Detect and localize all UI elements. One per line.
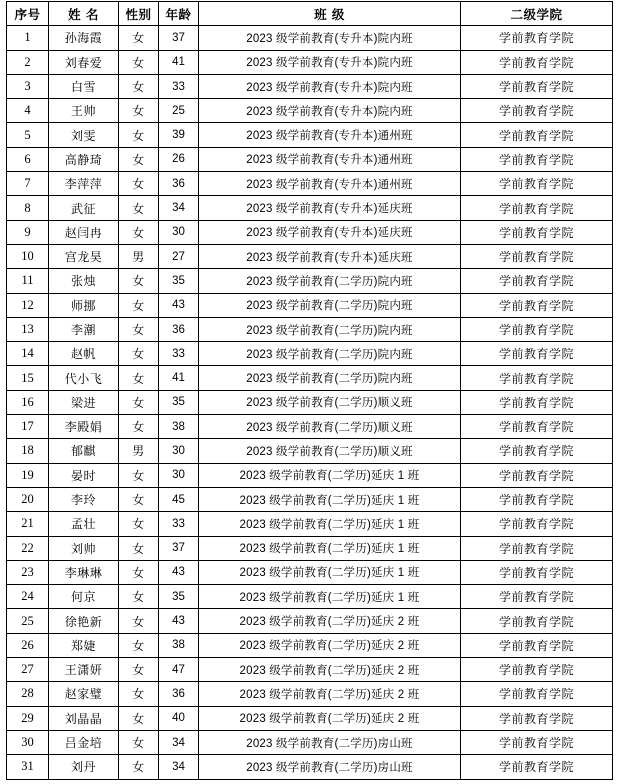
table-row bbox=[7, 26, 613, 50]
cell-college: 学前教育学院 bbox=[461, 317, 613, 341]
table-row bbox=[7, 706, 613, 730]
cell-age: 30 bbox=[159, 463, 199, 487]
cell-name: 孟壮 bbox=[49, 512, 119, 536]
cell-age: 33 bbox=[159, 74, 199, 98]
table-row bbox=[7, 317, 613, 341]
cell-college: 学前教育学院 bbox=[461, 439, 613, 463]
cell-index: 27 bbox=[7, 658, 49, 682]
cell-index: 18 bbox=[7, 439, 49, 463]
cell-class: 2023 级学前教育(二学历)房山班 bbox=[199, 755, 461, 779]
cell-class: 2023 级学前教育(二学历)延庆 2 班 bbox=[199, 682, 461, 706]
cell-name: 梁进 bbox=[49, 390, 119, 414]
table-row bbox=[7, 172, 613, 196]
cell-age: 41 bbox=[159, 50, 199, 74]
cell-college: 学前教育学院 bbox=[461, 730, 613, 754]
header-name: 姓 名 bbox=[49, 2, 119, 26]
cell-college: 学前教育学院 bbox=[461, 487, 613, 511]
cell-gender: 女 bbox=[119, 463, 159, 487]
cell-class: 2023 级学前教育(二学历)顺义班 bbox=[199, 415, 461, 439]
cell-college: 学前教育学院 bbox=[461, 755, 613, 779]
cell-age: 36 bbox=[159, 172, 199, 196]
cell-index: 11 bbox=[7, 269, 49, 293]
table-row bbox=[7, 196, 613, 220]
cell-class: 2023 级学前教育(专升本)通州班 bbox=[199, 123, 461, 147]
cell-gender: 女 bbox=[119, 512, 159, 536]
cell-name: 李萍萍 bbox=[49, 172, 119, 196]
cell-gender: 女 bbox=[119, 633, 159, 657]
cell-class: 2023 级学前教育(二学历)延庆 2 班 bbox=[199, 609, 461, 633]
cell-class: 2023 级学前教育(二学历)顺义班 bbox=[199, 390, 461, 414]
cell-name: 王帅 bbox=[49, 99, 119, 123]
cell-college: 学前教育学院 bbox=[461, 50, 613, 74]
cell-name: 晏时 bbox=[49, 463, 119, 487]
cell-age: 30 bbox=[159, 439, 199, 463]
cell-class: 2023 级学前教育(二学历)房山班 bbox=[199, 730, 461, 754]
cell-college: 学前教育学院 bbox=[461, 415, 613, 439]
cell-name: 赵帆 bbox=[49, 342, 119, 366]
table-row bbox=[7, 269, 613, 293]
cell-age: 39 bbox=[159, 123, 199, 147]
table-row bbox=[7, 390, 613, 414]
cell-class: 2023 级学前教育(二学历)延庆 1 班 bbox=[199, 463, 461, 487]
cell-gender: 女 bbox=[119, 50, 159, 74]
cell-gender: 女 bbox=[119, 560, 159, 584]
cell-gender: 女 bbox=[119, 658, 159, 682]
cell-index: 30 bbox=[7, 730, 49, 754]
table-row bbox=[7, 293, 613, 317]
cell-class: 2023 级学前教育(专升本)延庆班 bbox=[199, 244, 461, 268]
cell-gender: 女 bbox=[119, 317, 159, 341]
header-class: 班 级 bbox=[199, 2, 461, 26]
cell-index: 16 bbox=[7, 390, 49, 414]
cell-name: 孙海霞 bbox=[49, 26, 119, 50]
table-header bbox=[7, 2, 613, 26]
cell-age: 43 bbox=[159, 560, 199, 584]
cell-gender: 女 bbox=[119, 415, 159, 439]
cell-college: 学前教育学院 bbox=[461, 585, 613, 609]
cell-name: 郁麒 bbox=[49, 439, 119, 463]
table-row bbox=[7, 50, 613, 74]
cell-class: 2023 级学前教育(二学历)延庆 2 班 bbox=[199, 706, 461, 730]
cell-class: 2023 级学前教育(二学历)延庆 1 班 bbox=[199, 536, 461, 560]
cell-index: 6 bbox=[7, 147, 49, 171]
cell-age: 47 bbox=[159, 658, 199, 682]
cell-age: 43 bbox=[159, 293, 199, 317]
cell-college: 学前教育学院 bbox=[461, 147, 613, 171]
cell-class: 2023 级学前教育(专升本)院内班 bbox=[199, 26, 461, 50]
table-row bbox=[7, 730, 613, 754]
cell-index: 24 bbox=[7, 585, 49, 609]
cell-college: 学前教育学院 bbox=[461, 220, 613, 244]
cell-college: 学前教育学院 bbox=[461, 269, 613, 293]
cell-name: 吕金培 bbox=[49, 730, 119, 754]
header-age: 年龄 bbox=[159, 2, 199, 26]
cell-name: 张烛 bbox=[49, 269, 119, 293]
cell-index: 10 bbox=[7, 244, 49, 268]
cell-index: 1 bbox=[7, 26, 49, 50]
cell-name: 刘丹 bbox=[49, 755, 119, 779]
cell-college: 学前教育学院 bbox=[461, 244, 613, 268]
cell-name: 何京 bbox=[49, 585, 119, 609]
table-body bbox=[7, 26, 613, 779]
table-row bbox=[7, 536, 613, 560]
cell-gender: 男 bbox=[119, 439, 159, 463]
cell-gender: 女 bbox=[119, 706, 159, 730]
cell-name: 高静琦 bbox=[49, 147, 119, 171]
cell-index: 8 bbox=[7, 196, 49, 220]
cell-index: 17 bbox=[7, 415, 49, 439]
cell-college: 学前教育学院 bbox=[461, 682, 613, 706]
cell-class: 2023 级学前教育(二学历)院内班 bbox=[199, 269, 461, 293]
cell-gender: 女 bbox=[119, 172, 159, 196]
cell-gender: 女 bbox=[119, 487, 159, 511]
table-row bbox=[7, 244, 613, 268]
cell-age: 33 bbox=[159, 512, 199, 536]
cell-age: 36 bbox=[159, 317, 199, 341]
cell-age: 30 bbox=[159, 220, 199, 244]
cell-class: 2023 级学前教育(二学历)延庆 2 班 bbox=[199, 658, 461, 682]
cell-name: 赵闫冉 bbox=[49, 220, 119, 244]
cell-college: 学前教育学院 bbox=[461, 172, 613, 196]
cell-college: 学前教育学院 bbox=[461, 196, 613, 220]
table-row bbox=[7, 609, 613, 633]
cell-class: 2023 级学前教育(二学历)顺义班 bbox=[199, 439, 461, 463]
cell-gender: 女 bbox=[119, 269, 159, 293]
header-gender: 性别 bbox=[119, 2, 159, 26]
cell-name: 宫龙昊 bbox=[49, 244, 119, 268]
cell-college: 学前教育学院 bbox=[461, 706, 613, 730]
cell-class: 2023 级学前教育(二学历)院内班 bbox=[199, 293, 461, 317]
cell-gender: 女 bbox=[119, 536, 159, 560]
cell-index: 29 bbox=[7, 706, 49, 730]
cell-age: 38 bbox=[159, 415, 199, 439]
table-row bbox=[7, 658, 613, 682]
cell-age: 25 bbox=[159, 99, 199, 123]
cell-name: 王潇妍 bbox=[49, 658, 119, 682]
table-row bbox=[7, 633, 613, 657]
cell-name: 师挪 bbox=[49, 293, 119, 317]
cell-class: 2023 级学前教育(专升本)院内班 bbox=[199, 50, 461, 74]
cell-index: 22 bbox=[7, 536, 49, 560]
table-row bbox=[7, 463, 613, 487]
cell-age: 35 bbox=[159, 269, 199, 293]
cell-name: 武征 bbox=[49, 196, 119, 220]
table-row bbox=[7, 487, 613, 511]
cell-gender: 男 bbox=[119, 244, 159, 268]
header-row bbox=[7, 2, 613, 26]
cell-gender: 女 bbox=[119, 585, 159, 609]
table-row bbox=[7, 74, 613, 98]
cell-college: 学前教育学院 bbox=[461, 633, 613, 657]
table-row bbox=[7, 220, 613, 244]
table-row bbox=[7, 512, 613, 536]
cell-class: 2023 级学前教育(二学历)延庆 1 班 bbox=[199, 512, 461, 536]
cell-index: 26 bbox=[7, 633, 49, 657]
cell-age: 38 bbox=[159, 633, 199, 657]
table-row bbox=[7, 585, 613, 609]
table-row bbox=[7, 439, 613, 463]
cell-gender: 女 bbox=[119, 196, 159, 220]
cell-age: 43 bbox=[159, 609, 199, 633]
cell-gender: 女 bbox=[119, 730, 159, 754]
cell-gender: 女 bbox=[119, 26, 159, 50]
cell-gender: 女 bbox=[119, 390, 159, 414]
cell-college: 学前教育学院 bbox=[461, 366, 613, 390]
cell-index: 25 bbox=[7, 609, 49, 633]
cell-class: 2023 级学前教育(二学历)延庆 1 班 bbox=[199, 487, 461, 511]
cell-college: 学前教育学院 bbox=[461, 609, 613, 633]
cell-name: 白雪 bbox=[49, 74, 119, 98]
cell-name: 李潮 bbox=[49, 317, 119, 341]
cell-college: 学前教育学院 bbox=[461, 99, 613, 123]
cell-age: 41 bbox=[159, 366, 199, 390]
cell-age: 40 bbox=[159, 706, 199, 730]
cell-gender: 女 bbox=[119, 220, 159, 244]
cell-college: 学前教育学院 bbox=[461, 342, 613, 366]
cell-index: 20 bbox=[7, 487, 49, 511]
cell-age: 26 bbox=[159, 147, 199, 171]
cell-index: 4 bbox=[7, 99, 49, 123]
cell-gender: 女 bbox=[119, 293, 159, 317]
cell-age: 34 bbox=[159, 755, 199, 779]
cell-class: 2023 级学前教育(专升本)院内班 bbox=[199, 99, 461, 123]
cell-age: 35 bbox=[159, 585, 199, 609]
cell-class: 2023 级学前教育(专升本)延庆班 bbox=[199, 220, 461, 244]
cell-age: 37 bbox=[159, 536, 199, 560]
cell-gender: 女 bbox=[119, 99, 159, 123]
cell-class: 2023 级学前教育(专升本)院内班 bbox=[199, 74, 461, 98]
cell-name: 代小飞 bbox=[49, 366, 119, 390]
cell-college: 学前教育学院 bbox=[461, 293, 613, 317]
cell-index: 5 bbox=[7, 123, 49, 147]
cell-index: 9 bbox=[7, 220, 49, 244]
cell-class: 2023 级学前教育(专升本)通州班 bbox=[199, 147, 461, 171]
table-row bbox=[7, 415, 613, 439]
cell-class: 2023 级学前教育(二学历)延庆 1 班 bbox=[199, 585, 461, 609]
cell-name: 刘帅 bbox=[49, 536, 119, 560]
cell-class: 2023 级学前教育(专升本)延庆班 bbox=[199, 196, 461, 220]
cell-gender: 女 bbox=[119, 366, 159, 390]
cell-index: 28 bbox=[7, 682, 49, 706]
cell-name: 赵家璧 bbox=[49, 682, 119, 706]
cell-index: 15 bbox=[7, 366, 49, 390]
cell-age: 34 bbox=[159, 730, 199, 754]
cell-index: 14 bbox=[7, 342, 49, 366]
cell-gender: 女 bbox=[119, 755, 159, 779]
cell-college: 学前教育学院 bbox=[461, 123, 613, 147]
cell-gender: 女 bbox=[119, 74, 159, 98]
cell-class: 2023 级学前教育(二学历)延庆 1 班 bbox=[199, 560, 461, 584]
table-row bbox=[7, 342, 613, 366]
cell-name: 徐艳新 bbox=[49, 609, 119, 633]
cell-index: 12 bbox=[7, 293, 49, 317]
cell-index: 31 bbox=[7, 755, 49, 779]
cell-index: 3 bbox=[7, 74, 49, 98]
cell-college: 学前教育学院 bbox=[461, 536, 613, 560]
table-row bbox=[7, 99, 613, 123]
cell-class: 2023 级学前教育(专升本)通州班 bbox=[199, 172, 461, 196]
cell-college: 学前教育学院 bbox=[461, 463, 613, 487]
table-row bbox=[7, 682, 613, 706]
table-row bbox=[7, 147, 613, 171]
cell-age: 35 bbox=[159, 390, 199, 414]
cell-age: 34 bbox=[159, 196, 199, 220]
header-college: 二级学院 bbox=[461, 2, 613, 26]
cell-gender: 女 bbox=[119, 682, 159, 706]
cell-class: 2023 级学前教育(二学历)院内班 bbox=[199, 317, 461, 341]
cell-gender: 女 bbox=[119, 147, 159, 171]
cell-index: 2 bbox=[7, 50, 49, 74]
cell-class: 2023 级学前教育(二学历)院内班 bbox=[199, 342, 461, 366]
cell-index: 23 bbox=[7, 560, 49, 584]
table-row bbox=[7, 123, 613, 147]
cell-gender: 女 bbox=[119, 342, 159, 366]
cell-name: 刘春爱 bbox=[49, 50, 119, 74]
cell-index: 7 bbox=[7, 172, 49, 196]
cell-name: 李琳琳 bbox=[49, 560, 119, 584]
cell-gender: 女 bbox=[119, 123, 159, 147]
cell-index: 13 bbox=[7, 317, 49, 341]
cell-age: 45 bbox=[159, 487, 199, 511]
cell-name: 李殿娟 bbox=[49, 415, 119, 439]
table-row bbox=[7, 755, 613, 779]
cell-name: 刘晶晶 bbox=[49, 706, 119, 730]
cell-gender: 女 bbox=[119, 609, 159, 633]
table-row bbox=[7, 366, 613, 390]
cell-name: 刘雯 bbox=[49, 123, 119, 147]
header-index: 序号 bbox=[7, 2, 49, 26]
cell-index: 19 bbox=[7, 463, 49, 487]
cell-age: 36 bbox=[159, 682, 199, 706]
cell-age: 27 bbox=[159, 244, 199, 268]
cell-class: 2023 级学前教育(二学历)延庆 2 班 bbox=[199, 633, 461, 657]
cell-college: 学前教育学院 bbox=[461, 390, 613, 414]
table-row bbox=[7, 560, 613, 584]
cell-college: 学前教育学院 bbox=[461, 26, 613, 50]
cell-college: 学前教育学院 bbox=[461, 658, 613, 682]
student-roster-table bbox=[6, 1, 613, 780]
cell-age: 33 bbox=[159, 342, 199, 366]
cell-index: 21 bbox=[7, 512, 49, 536]
cell-name: 郑婕 bbox=[49, 633, 119, 657]
cell-name: 李玲 bbox=[49, 487, 119, 511]
cell-college: 学前教育学院 bbox=[461, 560, 613, 584]
cell-college: 学前教育学院 bbox=[461, 512, 613, 536]
cell-class: 2023 级学前教育(二学历)院内班 bbox=[199, 366, 461, 390]
cell-age: 37 bbox=[159, 26, 199, 50]
cell-college: 学前教育学院 bbox=[461, 74, 613, 98]
